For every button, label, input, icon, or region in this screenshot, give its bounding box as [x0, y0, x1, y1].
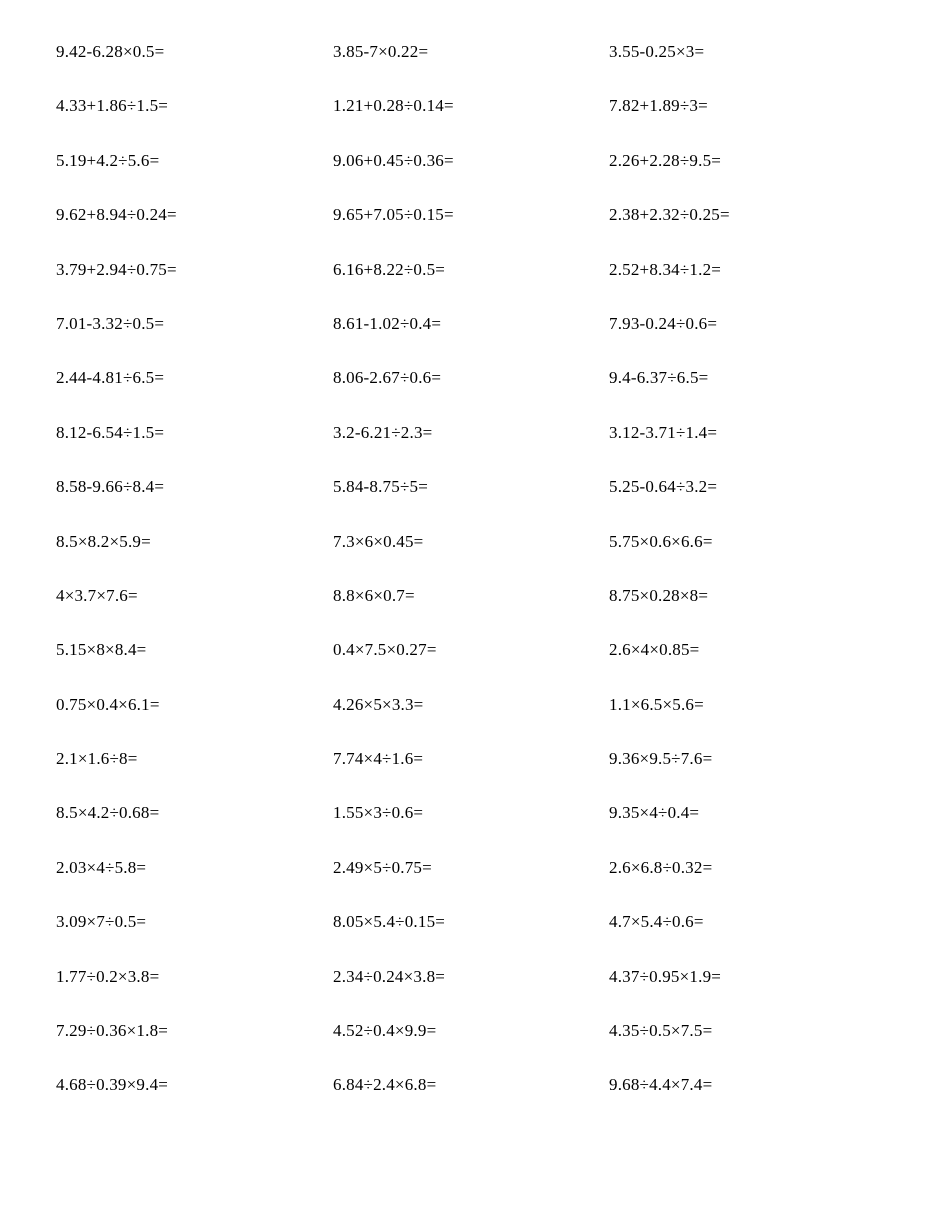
- math-problem: 2.6×6.8÷0.32=: [609, 857, 713, 877]
- math-problem: 1.55×3÷0.6=: [333, 803, 424, 823]
- math-problem: 8.05×5.4÷0.15=: [333, 912, 446, 932]
- problem-grid: [56, 40, 916, 1128]
- math-problem: 2.52+8.34÷1.2=: [609, 259, 722, 279]
- math-problem: 6.16+8.22÷0.5=: [333, 259, 446, 279]
- problem-row: [56, 910, 916, 964]
- math-problem: 9.68÷4.4×7.4=: [609, 1075, 713, 1095]
- math-problem: 8.06-2.67÷0.6=: [333, 368, 442, 388]
- math-problem: 9.4-6.37÷6.5=: [609, 368, 709, 388]
- problem-row: [56, 693, 916, 747]
- math-problem: 4.37÷0.95×1.9=: [609, 966, 722, 986]
- math-problem: 3.09×7÷0.5=: [56, 912, 147, 932]
- math-problem: 0.75×0.4×6.1=: [56, 694, 160, 714]
- math-problem: 0.4×7.5×0.27=: [333, 640, 437, 660]
- math-problem: 2.38+2.32÷0.25=: [609, 205, 730, 225]
- math-problem: 1.77÷0.2×3.8=: [56, 966, 160, 986]
- math-problem: 8.5×4.2÷0.68=: [56, 803, 160, 823]
- math-problem: 5.19+4.2÷5.6=: [56, 150, 160, 170]
- math-problem: 2.44-4.81÷6.5=: [56, 368, 165, 388]
- math-problem: 3.12-3.71÷1.4=: [609, 422, 718, 442]
- math-problem: 8.12-6.54÷1.5=: [56, 422, 165, 442]
- math-problem: 7.93-0.24÷0.6=: [609, 313, 718, 333]
- math-problem: 3.55-0.25×3=: [609, 42, 705, 61]
- problem-row: [56, 530, 916, 584]
- math-problem: 4.68÷0.39×9.4=: [56, 1075, 169, 1095]
- math-problem: 4.52÷0.4×9.9=: [333, 1021, 437, 1041]
- math-problem: 7.01-3.32÷0.5=: [56, 313, 165, 333]
- problem-row: [56, 475, 916, 529]
- problem-row: [56, 801, 916, 855]
- math-problem: 9.35×4÷0.4=: [609, 803, 700, 823]
- math-problem: 2.34÷0.24×3.8=: [333, 966, 446, 986]
- problem-row: [56, 965, 916, 1019]
- math-problem: 3.85-7×0.22=: [333, 42, 429, 61]
- problem-row: [56, 421, 916, 475]
- math-problem: 9.36×9.5÷7.6=: [609, 749, 713, 769]
- math-problem: 2.1×1.6÷8=: [56, 749, 138, 769]
- math-problem: 7.29÷0.36×1.8=: [56, 1021, 169, 1041]
- math-problem: 2.6×4×0.85=: [609, 640, 700, 660]
- math-problem: 8.5×8.2×5.9=: [56, 531, 151, 551]
- problem-row: [56, 856, 916, 910]
- math-problem: 2.26+2.28÷9.5=: [609, 150, 722, 170]
- math-problem: 3.79+2.94÷0.75=: [56, 259, 177, 279]
- math-problem: 5.25-0.64÷3.2=: [609, 477, 718, 497]
- math-problem: 4.35÷0.5×7.5=: [609, 1021, 713, 1041]
- math-problem: 9.65+7.05÷0.15=: [333, 205, 454, 225]
- math-problem: 1.1×6.5×5.6=: [609, 694, 704, 714]
- problem-row: [56, 203, 916, 257]
- math-problem: 8.8×6×0.7=: [333, 585, 415, 605]
- math-problem: 1.21+0.28÷0.14=: [333, 96, 454, 116]
- problem-row: [56, 747, 916, 801]
- problem-row: [56, 638, 916, 692]
- problem-row: [56, 1073, 916, 1127]
- math-problem: 4×3.7×7.6=: [56, 585, 138, 605]
- math-problem: 8.58-9.66÷8.4=: [56, 477, 165, 497]
- math-problem: 3.2-6.21÷2.3=: [333, 422, 433, 442]
- problem-row: [56, 312, 916, 366]
- math-problem: 6.84÷2.4×6.8=: [333, 1075, 437, 1095]
- problem-row: [56, 40, 916, 94]
- math-problem: 2.03×4÷5.8=: [56, 857, 147, 877]
- math-problem: 5.84-8.75÷5=: [333, 477, 428, 497]
- math-problem: 9.42-6.28×0.5=: [56, 42, 165, 61]
- math-problem: 5.15×8×8.4=: [56, 640, 147, 660]
- math-problem: 2.49×5÷0.75=: [333, 857, 432, 877]
- problem-row: [56, 149, 916, 203]
- problem-row: [56, 258, 916, 312]
- math-problem: 7.74×4÷1.6=: [333, 749, 424, 769]
- math-problem: 7.82+1.89÷3=: [609, 96, 708, 116]
- math-problem: 8.75×0.28×8=: [609, 585, 709, 605]
- math-problem: 7.3×6×0.45=: [333, 531, 424, 551]
- math-problem: 4.26×5×3.3=: [333, 694, 424, 714]
- problem-row: [56, 366, 916, 420]
- math-problem: 4.7×5.4÷0.6=: [609, 912, 704, 932]
- problem-row: [56, 1019, 916, 1073]
- math-problem: 4.33+1.86÷1.5=: [56, 96, 169, 116]
- math-problem: 9.62+8.94÷0.24=: [56, 205, 177, 225]
- problem-row: [56, 584, 916, 638]
- math-problem: 5.75×0.6×6.6=: [609, 531, 713, 551]
- math-problem: 9.06+0.45÷0.36=: [333, 150, 454, 170]
- math-problem: 8.61-1.02÷0.4=: [333, 313, 442, 333]
- problem-row: [56, 94, 916, 148]
